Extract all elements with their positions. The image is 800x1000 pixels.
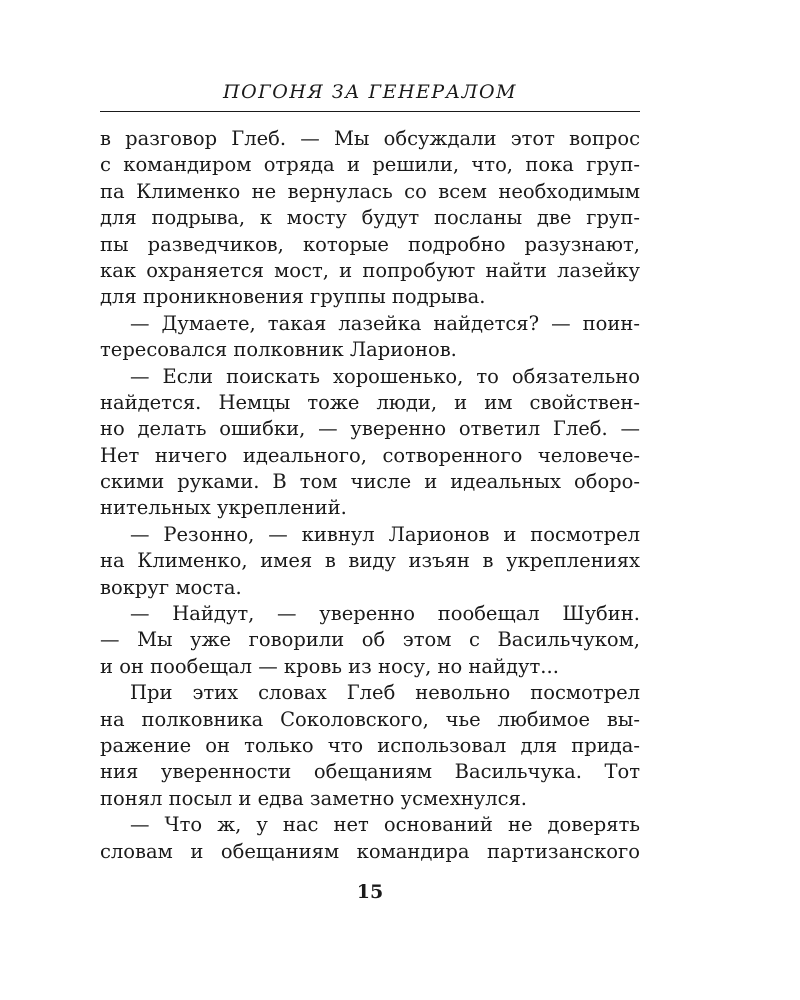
text-line: — Мы уже говорили об этом с Васильчуком, bbox=[100, 628, 640, 652]
text-line: но делать ошибки, — уверенно ответил Глеб. — bbox=[100, 417, 640, 441]
text-line: в разговор Глеб. — Мы обсуждали этот вопрос bbox=[100, 127, 640, 150]
header-rule bbox=[100, 111, 640, 112]
text-line: найдется. Немцы тоже люди, и им свойствен- bbox=[100, 390, 640, 414]
text-line: на Клименко, имея в виду изъян в укреплениях bbox=[100, 549, 640, 573]
text-line: понял посыл и едва заметно усмехнулся. bbox=[100, 786, 528, 810]
text-line: с командиром отряда и решили, что, пока груп- bbox=[100, 153, 640, 177]
text-line: — Резонно, — кивнул Ларионов и посмотрел bbox=[130, 522, 640, 546]
text-line: — Что ж, у нас нет оснований не доверять bbox=[130, 813, 640, 837]
text-line: вокруг моста. bbox=[100, 575, 242, 599]
text-line: для подрыва, к мосту будут посланы две груп- bbox=[100, 206, 640, 230]
text-line: нительных укреплений. bbox=[100, 496, 347, 520]
text-line: При этих словах Глеб невольно посмотрел bbox=[130, 681, 640, 705]
text-line: ражение он только что использовал для прида- bbox=[100, 733, 640, 757]
text-line: тересовался полковник Ларионов. bbox=[100, 338, 457, 362]
text-line: как охраняется мост, и попробуют найти лазейку bbox=[100, 258, 640, 282]
text-line: ния уверенности обещаниям Васильчука. Тот bbox=[100, 760, 640, 784]
text-line: скими руками. В том числе и идеальных оборо- bbox=[100, 470, 640, 494]
text-line: Нет ничего идеального, сотворенного человече- bbox=[100, 443, 640, 467]
text-line: пы разведчиков, которые подробно разузнают, bbox=[100, 232, 640, 256]
body-text bbox=[100, 126, 640, 865]
text-line: на полковника Соколовского, чье любимое вы- bbox=[100, 707, 640, 731]
page-number: 15 bbox=[356, 881, 384, 903]
text-line: и он пообещал — кровь из носу, но найдут... bbox=[100, 654, 559, 678]
text-line: — Думаете, такая лазейка найдется? — поин- bbox=[130, 311, 640, 335]
text-line: па Клименко не вернулась со всем необходимым bbox=[100, 179, 640, 203]
text-line: — Найдут, — уверенно пообещал Шубин. bbox=[130, 602, 640, 626]
text-line: словам и обещаниям командира партизанского bbox=[100, 839, 640, 863]
running-head: ПОГОНЯ ЗА ГЕНЕРАЛОМ bbox=[223, 81, 517, 103]
text-line: для проникновения группы подрыва. bbox=[100, 285, 486, 309]
text-line: — Если поискать хорошенько, то обязательно bbox=[130, 364, 640, 388]
